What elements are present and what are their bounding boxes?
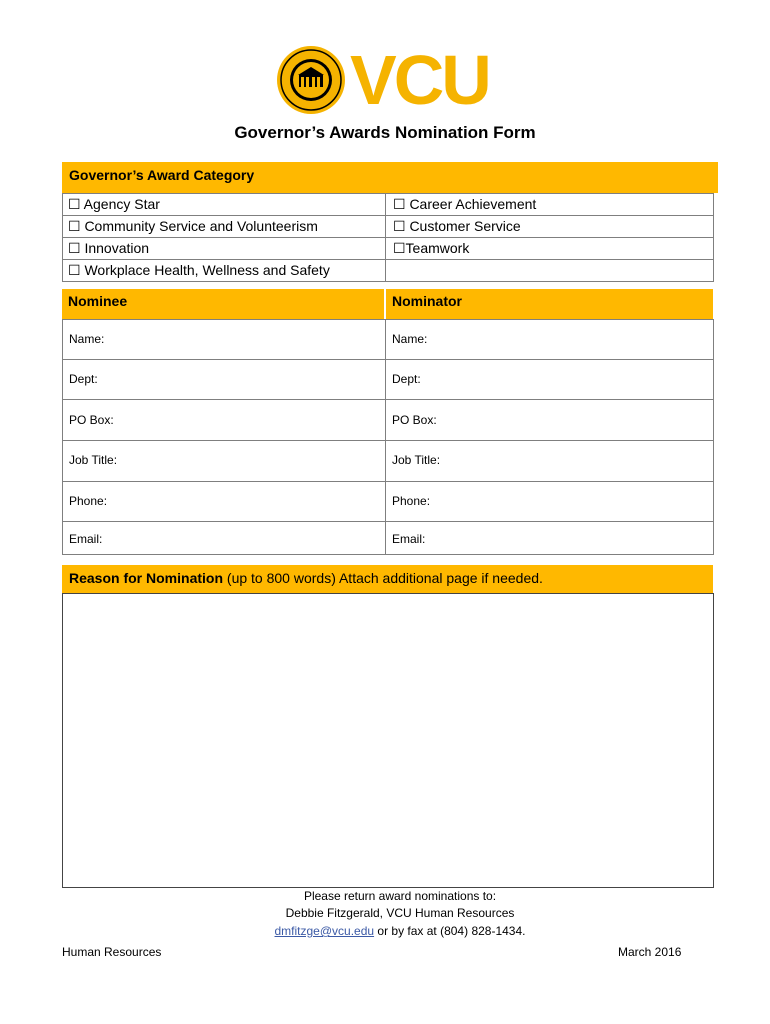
checkbox-customer-service[interactable]: ☐ Customer Service [393,218,521,234]
reason-header [62,565,713,593]
category-header: Governor’s Award Category [62,162,718,193]
category-row-line [62,237,714,238]
reason-label-bold: Reason for Nomination [69,570,224,586]
footer-email-link[interactable]: dmfitzge@vcu.edu [274,924,375,938]
checkbox-teamwork[interactable]: ☐Teamwork [393,240,470,256]
nominee-dept-field[interactable]: Dept: [69,372,98,386]
nominator-email-field[interactable]: Email: [392,532,426,546]
footer-email-line [0,924,770,938]
footer-contact-line: Debbie Fitzgerald, VCU Human Resources [285,906,515,920]
nominee-phone-field[interactable]: Phone: [69,494,108,508]
nominator-name-field[interactable]: Name: [392,332,428,346]
nominator-jobtitle-field[interactable]: Job Title: [392,453,441,467]
checkbox-innovation[interactable]: ☐ Innovation [68,240,150,256]
footer-fax-text: or by fax at (804) 828-1434. [374,924,526,938]
nomination-table [62,319,714,555]
footer-department: Human Resources [62,945,162,959]
checkbox-workplace-health[interactable]: ☐ Workplace Health, Wellness and Safety [68,262,330,278]
category-row-line [62,215,714,216]
checkbox-career-achievement[interactable]: ☐ Career Achievement [393,196,537,212]
nomination-row-line [62,481,714,482]
checkbox-agency-star[interactable]: ☐ Agency Star [68,196,160,212]
reason-label-rest: (up to 800 words) Attach additional page if needed. [223,570,543,586]
checkbox-community-service[interactable]: ☐ Community Service and Volunteerism [68,218,318,234]
nominator-phone-field[interactable]: Phone: [392,494,431,508]
nomination-row-line [62,440,714,441]
reason-textarea[interactable] [62,593,714,888]
footer-date: March 2016 [618,945,682,959]
nominee-jobtitle-field[interactable]: Job Title: [69,453,118,467]
nominator-dept-field[interactable]: Dept: [392,372,421,386]
vcu-logo [276,41,496,119]
nominee-name-field[interactable]: Name: [69,332,105,346]
nominator-header: Nominator [386,289,713,319]
university-seal-icon [276,45,346,115]
category-row-line [62,259,714,260]
vcu-wordmark: VCU [350,41,489,119]
nomination-row-line [62,399,714,400]
nominee-email-field[interactable]: Email: [69,532,103,546]
nomination-row-line [62,359,714,360]
nominee-header: Nominee [62,289,384,319]
nomination-row-line [62,521,714,522]
nominator-pobox-field[interactable]: PO Box: [392,413,437,427]
nominee-pobox-field[interactable]: PO Box: [69,413,114,427]
footer-return-line: Please return award nominations to: [303,889,497,903]
nomination-divider [385,319,386,555]
form-title: Governor’s Awards Nomination Form [234,123,536,142]
